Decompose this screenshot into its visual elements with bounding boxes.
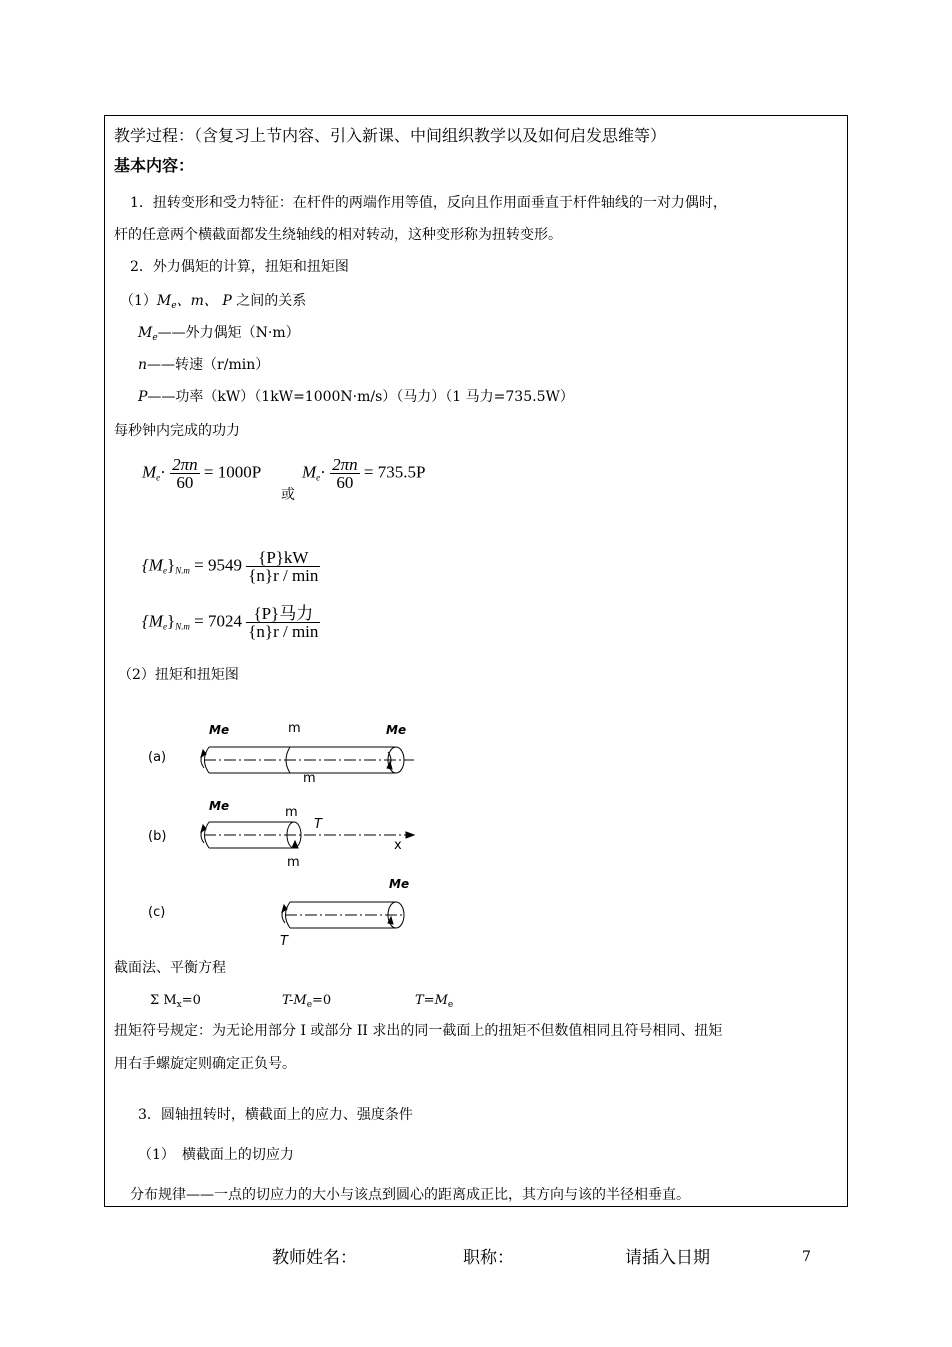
basic-content-title: 基本内容： [114, 156, 195, 175]
paragraph-1-line-2: 杆的任意两个横截面都发生绕轴线的相对转动，这种变形称为扭转变形。 [114, 227, 562, 243]
content-frame [104, 115, 848, 1207]
m-bottom-a: m [303, 771, 316, 786]
teacher-name-label: 教师姓名： [272, 1248, 357, 1268]
m-top-a: m [288, 721, 301, 736]
sign-rule-line-1: 扭矩符号规定：为无论用部分 I 或部分 II 求出的同一截面上的扭矩不但数值相同且符号相同、扭矩 [114, 1023, 723, 1039]
definition-Me: $M_e——$外力偶矩（N·m） [138, 325, 300, 343]
shaft-c [282, 902, 404, 928]
distribution-rule: 分布规律——一点的切应力的大小与该点到圆心的距离成正比，其方向与该的半径相垂直。 [130, 1187, 690, 1203]
paragraph-1-line-1: 1．扭转变形和受力特征：在杆件的两端作用等值，反向且作用面垂直于杆件轴线的一对力偶时， [130, 195, 727, 211]
equation-power-horsepower: $M_e\cdot$ $\frac{2\pi n}{60}$ = 735.5P [302, 455, 426, 492]
x-label-b: x [394, 838, 402, 853]
equilibrium-t-equals-me: $T=M_e$ [415, 993, 454, 1010]
shaft-b [201, 822, 414, 848]
equation-power-kw: $M_e\cdot$ $\frac{2\pi n}{60}$ = 1000P [142, 455, 262, 492]
t-label-b: T [314, 817, 322, 832]
label-b: (b) [148, 829, 167, 844]
shaft-a [201, 747, 414, 773]
paragraph-3: 3．圆轴扭转时，横截面上的应力、强度条件 [138, 1107, 413, 1123]
section-method-label: 截面法、平衡方程 [114, 960, 226, 976]
relation-heading: $(1)M_e$、m、 P 之间的关系 [120, 293, 307, 311]
t-label-c: T [280, 934, 288, 949]
work-per-second-label: 每秒钟内完成的功力 [114, 423, 240, 439]
label-a: (a) [148, 750, 167, 765]
equilibrium-t-minus-me: $T-M_e=0$ [282, 993, 332, 1010]
me-left-b: Me [209, 799, 230, 813]
definition-n: n——转速（r/min） [138, 357, 270, 373]
torque-diagram-heading: （2）扭矩和扭矩图 [118, 667, 239, 683]
m-top-b: m [285, 805, 298, 820]
label-c: (c) [148, 905, 166, 920]
me-right-c: Me [389, 877, 410, 891]
torsion-shaft-figure [130, 712, 450, 952]
paragraph-2: 2．外力偶矩的计算，扭矩和扭矩图 [130, 259, 349, 275]
m-bottom-b: m [287, 855, 300, 870]
definition-P: P——功率（kW）（1kW=1000N·m/s）（马力）（1 马力=735.5W） [138, 389, 574, 405]
equation-torque-horsepower: $\{M_e\}_{N.m} = 7024$ $\frac{\text{\{P\}马力}}{\{n\}r / \min}$ [142, 604, 319, 641]
shear-stress-heading: （1） 横截面上的切应力 [138, 1147, 294, 1163]
equation-torque-kw: $\{M_e\}_{N.m} = 9549$ $\frac{\{P\}kW}{\{n\}r / \min}$ [142, 548, 319, 585]
process-title: 教学过程：（含复习上节内容、引入新课、中间组织教学以及如何启发思维等） [114, 126, 667, 145]
me-right-a: Me [386, 723, 407, 737]
equilibrium-sum: Σ $M_x=0$ [150, 993, 201, 1010]
sign-rule-line-2: 用右手螺旋定则确定正负号。 [114, 1056, 296, 1072]
job-title-label: 职称： [463, 1248, 514, 1268]
me-left-a: Me [209, 723, 230, 737]
or-text: 或 [281, 487, 295, 503]
date-placeholder: 请插入日期 [625, 1248, 710, 1268]
page-number: 7 [802, 1249, 811, 1265]
